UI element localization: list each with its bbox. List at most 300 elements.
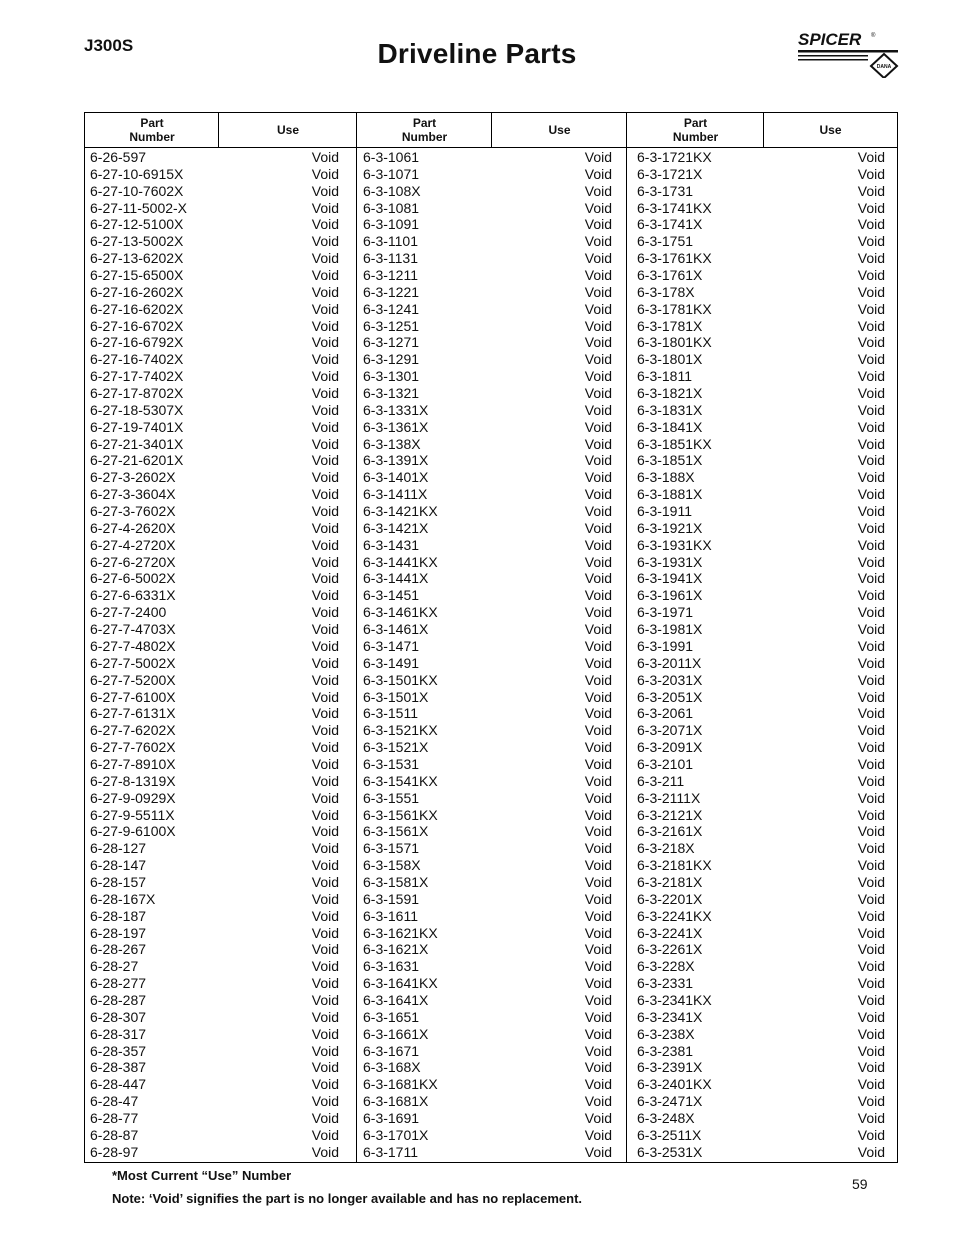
column-divider	[356, 113, 357, 1162]
part-number-cell: 6-3-2401KX	[637, 1076, 712, 1093]
table-row	[637, 655, 885, 672]
part-number-cell: 6-3-1841X	[637, 418, 703, 435]
part-number-cell: 6-3-1471	[363, 637, 420, 654]
use-cell: Void	[584, 671, 612, 688]
part-number-cell: 6-3-1211	[363, 267, 419, 284]
part-number-cell: 6-27-7-6100X	[90, 688, 176, 705]
part-number-cell: 6-3-1781KX	[637, 300, 712, 317]
table-row	[637, 267, 885, 284]
table-row	[90, 503, 339, 520]
table-row	[90, 1059, 339, 1076]
part-number-cell: 6-27-10-6915X	[90, 165, 184, 182]
table-row	[90, 351, 339, 368]
table-row	[90, 284, 339, 301]
part-number-cell: 6-3-1721X	[637, 165, 703, 182]
part-number-cell: 6-3-1641X	[363, 991, 429, 1008]
use-cell: Void	[311, 722, 339, 739]
table-row	[363, 1043, 612, 1060]
use-cell: Void	[584, 1025, 612, 1042]
table-row	[363, 604, 612, 621]
part-number-cell: 6-3-1981X	[637, 621, 703, 638]
header-part-number-2: Part Number	[401, 116, 448, 144]
part-number-cell: 6-27-9-0929X	[90, 789, 176, 806]
part-number-cell: 6-3-1271	[363, 334, 420, 351]
use-cell: Void	[857, 351, 885, 368]
use-cell: Void	[584, 216, 612, 233]
table-row	[637, 672, 885, 689]
use-cell: Void	[311, 300, 339, 317]
use-cell: Void	[584, 857, 612, 874]
table-row	[637, 857, 885, 874]
part-number-cell: 6-28-27	[90, 958, 139, 975]
use-cell: Void	[584, 654, 612, 671]
part-number-cell: 6-26-597	[90, 149, 147, 165]
part-number-cell: 6-3-1641KX	[363, 975, 438, 992]
part-number-cell: 6-3-2031X	[637, 671, 703, 688]
table-row	[363, 554, 612, 571]
part-number-cell: 6-3-1701X	[363, 1126, 429, 1143]
table-row	[637, 874, 885, 891]
part-number-cell: 6-27-8-1319X	[90, 772, 176, 789]
use-cell: Void	[857, 604, 885, 621]
part-number-cell: 6-3-1431	[363, 536, 420, 553]
part-number-cell: 6-28-447	[90, 1076, 147, 1093]
table-row	[363, 520, 612, 537]
use-cell: Void	[311, 199, 339, 216]
part-number-cell: 6-3-1321	[363, 385, 420, 402]
part-number-cell: 6-3-2331	[637, 975, 694, 992]
use-cell: Void	[584, 806, 612, 823]
part-number-cell: 6-27-7-5002X	[90, 654, 176, 671]
table-row	[90, 216, 339, 233]
use-cell: Void	[584, 368, 612, 385]
use-cell: Void	[857, 873, 885, 890]
table-row	[637, 689, 885, 706]
table-row	[637, 1144, 885, 1161]
use-cell: Void	[311, 1126, 339, 1143]
part-number-cell: 6-28-357	[90, 1042, 147, 1059]
table-row	[90, 419, 339, 436]
part-number-cell: 6-27-18-5307X	[90, 401, 184, 418]
part-number-cell: 6-28-167X	[90, 890, 156, 907]
table-row	[90, 1144, 339, 1161]
use-cell: Void	[584, 1076, 612, 1093]
use-cell: Void	[857, 503, 885, 520]
table-row	[637, 604, 885, 621]
part-number-cell: 6-27-3-7602X	[90, 503, 176, 520]
parts-column-2	[363, 149, 612, 1161]
part-number-cell: 6-3-1291	[363, 351, 420, 368]
use-cell: Void	[311, 1059, 339, 1076]
use-cell: Void	[311, 907, 339, 924]
table-row	[363, 334, 612, 351]
part-number-cell: 6-3-2471X	[637, 1093, 703, 1110]
part-number-cell: 6-27-16-6702X	[90, 317, 184, 334]
use-cell: Void	[311, 1143, 339, 1160]
part-number-cell: 6-3-1851X	[637, 452, 703, 469]
part-number-cell: 6-27-7-4802X	[90, 637, 176, 654]
use-cell: Void	[584, 250, 612, 267]
table-row	[637, 925, 885, 942]
table-row	[90, 941, 339, 958]
use-cell: Void	[584, 1143, 612, 1160]
table-row	[363, 655, 612, 672]
use-cell: Void	[584, 469, 612, 486]
part-number-cell: 6-3-2241X	[637, 924, 703, 941]
table-row	[363, 992, 612, 1009]
use-cell: Void	[311, 1093, 339, 1110]
table-row	[363, 975, 612, 992]
table-row	[90, 672, 339, 689]
use-cell: Void	[584, 924, 612, 941]
table-row	[637, 773, 885, 790]
use-cell: Void	[584, 823, 612, 840]
table-row	[363, 216, 612, 233]
table-row	[90, 200, 339, 217]
table-row	[363, 318, 612, 335]
use-cell: Void	[584, 604, 612, 621]
table-row	[363, 773, 612, 790]
parts-column-3	[637, 149, 885, 1161]
use-cell: Void	[584, 705, 612, 722]
part-number-cell: 6-27-7-7602X	[90, 739, 176, 756]
table-row	[363, 1026, 612, 1043]
table-row	[90, 183, 339, 200]
use-cell: Void	[584, 182, 612, 199]
use-cell: Void	[311, 351, 339, 368]
part-number-cell: 6-3-1551	[363, 789, 420, 806]
part-number-cell: 6-3-1591	[363, 890, 420, 907]
table-row	[363, 587, 612, 604]
table-row	[637, 840, 885, 857]
table-row	[637, 183, 885, 200]
table-row	[637, 537, 885, 554]
parts-column-1	[90, 149, 339, 1161]
table-row	[637, 436, 885, 453]
use-cell: Void	[857, 401, 885, 418]
table-row	[90, 385, 339, 402]
table-row	[637, 554, 885, 571]
table-row	[637, 1093, 885, 1110]
use-cell: Void	[584, 739, 612, 756]
part-number-cell: 6-3-228X	[637, 958, 695, 975]
part-number-cell: 6-3-1741X	[637, 216, 703, 233]
use-cell: Void	[857, 958, 885, 975]
table-row	[90, 486, 339, 503]
part-number-cell: 6-3-1361X	[363, 418, 429, 435]
table-row	[90, 891, 339, 908]
table-row	[637, 318, 885, 335]
table-row	[363, 1076, 612, 1093]
table-row	[363, 402, 612, 419]
table-row	[90, 149, 339, 166]
use-cell: Void	[311, 688, 339, 705]
use-cell: Void	[311, 789, 339, 806]
part-number-cell: 6-3-1831X	[637, 401, 703, 418]
part-number-cell: 6-27-12-5100X	[90, 216, 184, 233]
table-row	[90, 520, 339, 537]
use-cell: Void	[857, 519, 885, 536]
table-row	[363, 823, 612, 840]
part-number-cell: 6-3-1801KX	[637, 334, 712, 351]
use-cell: Void	[311, 857, 339, 874]
part-number-cell: 6-27-11-5002-X	[90, 199, 188, 216]
part-number-cell: 6-28-97	[90, 1143, 139, 1160]
use-cell: Void	[311, 216, 339, 233]
table-row	[90, 908, 339, 925]
use-cell: Void	[584, 789, 612, 806]
table-row	[363, 672, 612, 689]
part-number-cell: 6-3-138X	[363, 435, 421, 452]
part-number-cell: 6-28-77	[90, 1109, 139, 1126]
table-row	[363, 267, 612, 284]
use-cell: Void	[857, 722, 885, 739]
table-row	[637, 334, 885, 351]
use-cell: Void	[584, 1059, 612, 1076]
use-cell: Void	[311, 368, 339, 385]
use-cell: Void	[857, 1109, 885, 1126]
part-number-cell: 6-3-1081	[363, 199, 420, 216]
table-row	[637, 908, 885, 925]
part-number-cell: 6-3-1301	[363, 368, 420, 385]
part-number-cell: 6-27-17-8702X	[90, 385, 184, 402]
table-row	[637, 469, 885, 486]
table-row	[363, 941, 612, 958]
part-number-cell: 6-27-9-5511X	[90, 806, 175, 823]
use-cell: Void	[584, 536, 612, 553]
use-cell: Void	[857, 823, 885, 840]
table-row	[637, 1127, 885, 1144]
part-number-cell: 6-27-7-4703X	[90, 621, 176, 638]
part-number-cell: 6-27-7-5200X	[90, 671, 176, 688]
table-row	[363, 233, 612, 250]
table-row	[90, 1076, 339, 1093]
use-cell: Void	[311, 149, 339, 165]
use-cell: Void	[857, 165, 885, 182]
part-number-cell: 6-27-16-2602X	[90, 283, 184, 300]
use-cell: Void	[584, 1126, 612, 1143]
table-row	[90, 1026, 339, 1043]
table-row	[90, 705, 339, 722]
part-number-cell: 6-3-1761KX	[637, 250, 712, 267]
table-row	[363, 166, 612, 183]
table-row	[363, 452, 612, 469]
table-row	[363, 436, 612, 453]
use-cell: Void	[584, 553, 612, 570]
part-number-cell: 6-3-2091X	[637, 739, 703, 756]
use-cell: Void	[311, 452, 339, 469]
use-cell: Void	[857, 907, 885, 924]
part-number-cell: 6-3-168X	[363, 1059, 421, 1076]
use-cell: Void	[584, 233, 612, 250]
use-cell: Void	[857, 1143, 885, 1160]
catalog-code: J300S	[84, 36, 134, 55]
table-row	[363, 385, 612, 402]
use-cell: Void	[584, 958, 612, 975]
part-number-cell: 6-3-1461KX	[363, 604, 438, 621]
use-cell: Void	[857, 1025, 885, 1042]
use-cell: Void	[857, 739, 885, 756]
spicer-logo-reg: ®	[871, 33, 876, 39]
part-number-cell: 6-28-87	[90, 1126, 139, 1143]
table-row	[637, 452, 885, 469]
part-number-cell: 6-3-178X	[637, 283, 695, 300]
use-cell: Void	[857, 1126, 885, 1143]
table-row	[363, 722, 612, 739]
use-cell: Void	[311, 250, 339, 267]
page-title: Driveline Parts	[377, 38, 577, 69]
part-number-cell: 6-3-1691	[363, 1109, 420, 1126]
spicer-logo	[796, 28, 900, 78]
part-number-cell: 6-27-6-5002X	[90, 570, 176, 587]
use-cell: Void	[584, 503, 612, 520]
table-row	[90, 992, 339, 1009]
table-row	[90, 233, 339, 250]
table-row	[363, 739, 612, 756]
table-row	[90, 975, 339, 992]
table-row	[90, 621, 339, 638]
table-row	[637, 992, 885, 1009]
part-number-cell: 6-28-147	[90, 857, 147, 874]
part-number-cell: 6-3-1401X	[363, 469, 429, 486]
table-row	[363, 705, 612, 722]
use-cell: Void	[584, 772, 612, 789]
use-cell: Void	[857, 1093, 885, 1110]
table-row	[363, 1059, 612, 1076]
table-row	[637, 570, 885, 587]
table-row	[90, 807, 339, 824]
table-row	[90, 436, 339, 453]
part-number-cell: 6-3-1811	[637, 368, 693, 385]
use-cell: Void	[584, 1008, 612, 1025]
part-number-cell: 6-27-16-6792X	[90, 334, 184, 351]
table-row	[363, 368, 612, 385]
use-cell: Void	[311, 486, 339, 503]
table-row	[90, 689, 339, 706]
part-number-cell: 6-3-1721KX	[637, 149, 712, 165]
part-number-cell: 6-3-1851KX	[637, 435, 712, 452]
part-number-cell: 6-3-1731	[637, 182, 694, 199]
part-number-cell: 6-27-7-2400	[90, 604, 167, 621]
table-row	[90, 537, 339, 554]
part-number-cell: 6-27-19-7401X	[90, 418, 184, 435]
part-number-cell: 6-3-2381	[637, 1042, 694, 1059]
part-number-cell: 6-3-2341X	[637, 1008, 703, 1025]
table-row	[637, 368, 885, 385]
part-number-cell: 6-3-1571	[363, 840, 420, 857]
table-row	[363, 149, 612, 166]
table-row	[90, 722, 339, 739]
use-cell: Void	[584, 941, 612, 958]
use-cell: Void	[311, 536, 339, 553]
table-row	[637, 200, 885, 217]
use-cell: Void	[311, 941, 339, 958]
table-row	[363, 301, 612, 318]
table-row	[363, 925, 612, 942]
table-row	[363, 756, 612, 773]
table-row	[637, 941, 885, 958]
table-row	[637, 587, 885, 604]
table-row	[637, 1059, 885, 1076]
table-row	[90, 570, 339, 587]
table-row	[637, 1110, 885, 1127]
use-cell: Void	[311, 755, 339, 772]
use-cell: Void	[311, 165, 339, 182]
table-row	[363, 469, 612, 486]
part-number-cell: 6-3-2341KX	[637, 991, 712, 1008]
part-number-cell: 6-3-1621KX	[363, 924, 438, 941]
use-cell: Void	[584, 165, 612, 182]
part-number-cell: 6-3-1741KX	[637, 199, 712, 216]
part-number-cell: 6-3-1971	[637, 604, 694, 621]
part-number-cell: 6-3-1561X	[363, 823, 429, 840]
table-row	[90, 638, 339, 655]
part-number-cell: 6-3-158X	[363, 857, 421, 874]
use-cell: Void	[311, 1109, 339, 1126]
table-row	[363, 570, 612, 587]
table-row	[637, 1009, 885, 1026]
use-cell: Void	[584, 637, 612, 654]
part-number-cell: 6-3-1521X	[363, 739, 429, 756]
use-cell: Void	[584, 334, 612, 351]
table-row	[363, 284, 612, 301]
part-number-cell: 6-28-317	[90, 1025, 147, 1042]
use-cell: Void	[311, 267, 339, 284]
use-cell: Void	[857, 637, 885, 654]
table-row	[637, 722, 885, 739]
use-cell: Void	[311, 654, 339, 671]
part-number-cell: 6-3-2511X	[637, 1126, 702, 1143]
use-cell: Void	[311, 182, 339, 199]
table-row	[90, 1127, 339, 1144]
use-cell: Void	[857, 418, 885, 435]
table-row	[363, 486, 612, 503]
use-cell: Void	[311, 317, 339, 334]
part-number-cell: 6-27-7-6131X	[90, 705, 176, 722]
use-cell: Void	[857, 334, 885, 351]
use-cell: Void	[311, 385, 339, 402]
table-row	[363, 807, 612, 824]
part-number-cell: 6-28-127	[90, 840, 147, 857]
part-number-cell: 6-28-277	[90, 975, 147, 992]
table-row	[637, 503, 885, 520]
part-number-cell: 6-27-13-5002X	[90, 233, 184, 250]
part-number-cell: 6-3-1491	[363, 654, 420, 671]
use-cell: Void	[857, 553, 885, 570]
use-cell: Void	[311, 401, 339, 418]
use-cell: Void	[857, 233, 885, 250]
part-number-cell: 6-3-238X	[637, 1025, 695, 1042]
use-cell: Void	[857, 570, 885, 587]
table-row	[363, 908, 612, 925]
part-number-cell: 6-3-1221	[363, 283, 420, 300]
part-number-cell: 6-3-1441KX	[363, 553, 438, 570]
table-row	[90, 318, 339, 335]
use-cell: Void	[857, 671, 885, 688]
use-cell: Void	[584, 317, 612, 334]
table-row	[637, 419, 885, 436]
part-number-cell: 6-27-16-6202X	[90, 300, 184, 317]
part-number-cell: 6-3-1881X	[637, 486, 703, 503]
table-row	[637, 250, 885, 267]
use-cell: Void	[857, 806, 885, 823]
table-row	[90, 301, 339, 318]
use-cell: Void	[857, 267, 885, 284]
table-row	[637, 790, 885, 807]
table-row	[637, 1026, 885, 1043]
table-header	[85, 113, 897, 148]
table-row	[90, 604, 339, 621]
